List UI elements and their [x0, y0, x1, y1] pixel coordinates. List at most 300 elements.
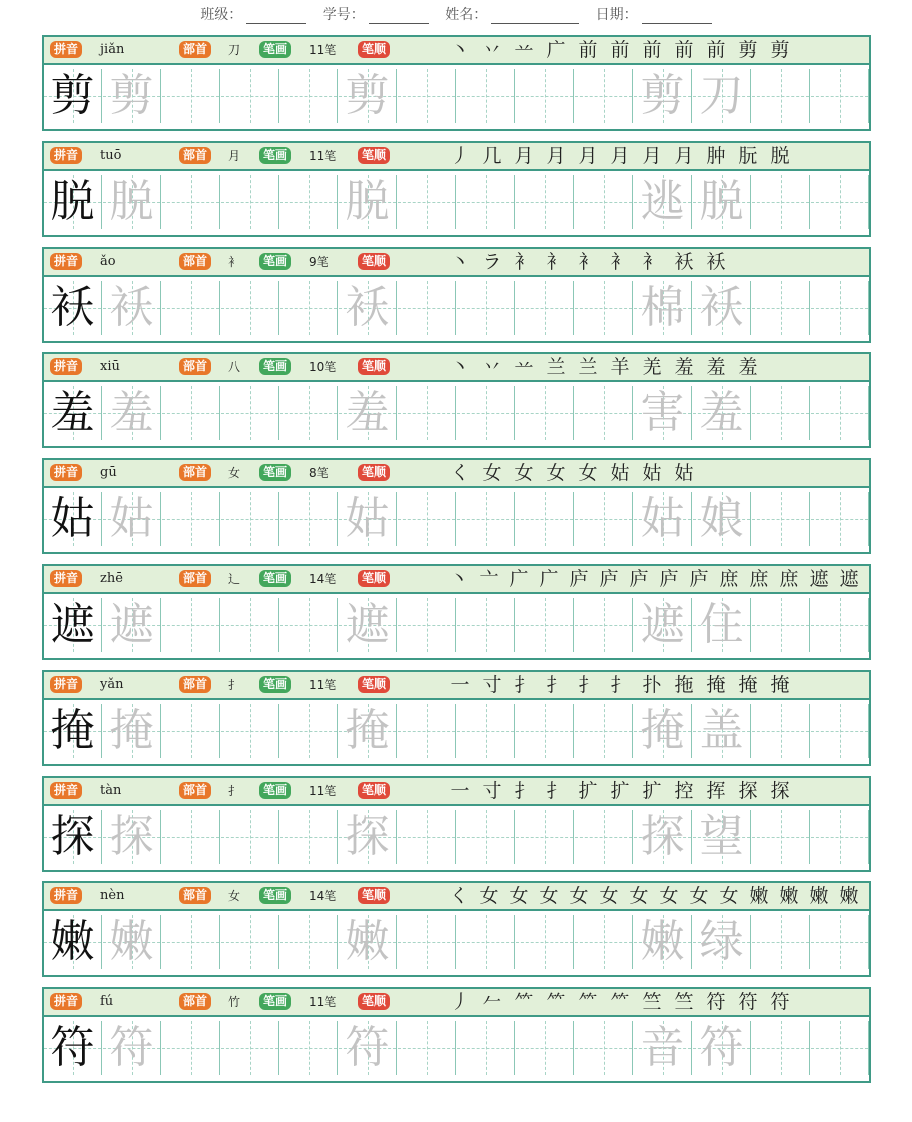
- stroke-step: 脱: [770, 144, 790, 167]
- trace-character: [162, 810, 219, 864]
- writing-cell[interactable]: [752, 704, 810, 758]
- trace-character: [221, 598, 278, 652]
- writing-cell[interactable]: [280, 386, 338, 440]
- radical-badge: 部首: [179, 464, 211, 481]
- stroke-step: 月: [546, 144, 566, 167]
- writing-cell[interactable]: [693, 386, 751, 440]
- trace-character: 剪: [345, 70, 390, 121]
- writing-cell[interactable]: [398, 810, 456, 864]
- writing-cell[interactable]: [221, 281, 279, 335]
- writing-cell[interactable]: [634, 704, 692, 758]
- writing-cell[interactable]: [398, 704, 456, 758]
- writing-cell[interactable]: [811, 810, 869, 864]
- writing-cell[interactable]: [634, 1021, 692, 1075]
- stroke-step: 庶: [719, 568, 739, 590]
- writing-cell[interactable]: [811, 69, 869, 123]
- trace-character: [811, 386, 868, 440]
- writing-cell[interactable]: [398, 598, 456, 652]
- writing-cell[interactable]: [457, 281, 515, 335]
- writing-cell[interactable]: [575, 69, 633, 123]
- class-label: 班级：: [200, 7, 243, 23]
- writing-cell[interactable]: [103, 598, 161, 652]
- writing-cell[interactable]: [339, 492, 397, 546]
- stroke-order: [444, 884, 864, 908]
- writing-cell[interactable]: [575, 281, 633, 335]
- writing-cell[interactable]: [575, 386, 633, 440]
- stroke-step: ⺮: [610, 991, 630, 1014]
- trace-character: [457, 281, 514, 335]
- trace-character: [811, 704, 868, 758]
- character-entry: [42, 987, 871, 1083]
- trace-character: 羞: [109, 387, 154, 439]
- trace-character: [457, 704, 514, 758]
- writing-cell[interactable]: [693, 281, 751, 335]
- trace-character: [162, 281, 219, 335]
- stroke-step: 袄: [674, 250, 694, 273]
- radical-text: 女: [228, 889, 241, 904]
- writing-cell[interactable]: [162, 386, 220, 440]
- writing-cell[interactable]: [221, 704, 279, 758]
- writing-cell[interactable]: [457, 1021, 515, 1075]
- writing-cell[interactable]: [221, 1021, 279, 1075]
- writing-cell[interactable]: [162, 175, 220, 229]
- writing-cell[interactable]: [693, 810, 751, 864]
- trace-character: [398, 492, 455, 546]
- strokes-text: 9笔: [309, 254, 329, 269]
- trace-character: 袄: [109, 281, 154, 333]
- writing-cell[interactable]: [103, 386, 161, 440]
- writing-cell[interactable]: [693, 704, 751, 758]
- writing-cell[interactable]: [221, 598, 279, 652]
- pinyin-badge: 拼音: [50, 676, 82, 693]
- trace-character: 嫩: [345, 916, 390, 968]
- writing-cell[interactable]: [221, 386, 279, 440]
- writing-grid: [44, 65, 869, 131]
- order-badge: 笔顺: [358, 147, 390, 164]
- stroke-step: 前: [706, 39, 726, 61]
- writing-cell[interactable]: [44, 598, 102, 652]
- stroke-step: 兰: [546, 356, 566, 379]
- trace-character: [752, 915, 809, 969]
- trace-character: [398, 281, 455, 335]
- stroke-step: 女: [629, 885, 649, 908]
- trace-character: [280, 69, 337, 123]
- trace-character: 刀: [699, 70, 744, 121]
- writing-cell[interactable]: [811, 281, 869, 335]
- stroke-step: 广: [546, 39, 566, 61]
- writing-cell[interactable]: [398, 69, 456, 123]
- stroke-step: 掩: [738, 673, 758, 696]
- writing-cell[interactable]: [811, 175, 869, 229]
- writing-cell[interactable]: [693, 915, 751, 969]
- trace-character: 掩: [345, 704, 390, 756]
- entry-info-bar: [44, 460, 869, 488]
- writing-cell[interactable]: [575, 175, 633, 229]
- writing-cell[interactable]: [575, 915, 633, 969]
- stroke-step: 丶: [450, 39, 470, 61]
- trace-character: [221, 915, 278, 969]
- writing-cell[interactable]: [103, 492, 161, 546]
- writing-cell[interactable]: [162, 915, 220, 969]
- writing-cell[interactable]: [516, 175, 574, 229]
- order-badge: 笔顺: [358, 887, 390, 904]
- writing-cell[interactable]: [280, 175, 338, 229]
- writing-cell[interactable]: [280, 598, 338, 652]
- writing-cell[interactable]: [162, 492, 220, 546]
- trace-character: [221, 810, 278, 864]
- trace-character: [575, 69, 632, 123]
- writing-cell[interactable]: [398, 175, 456, 229]
- trace-character: [575, 810, 632, 864]
- student-id-field[interactable]: [369, 11, 429, 24]
- model-character: 探: [50, 810, 95, 862]
- writing-cell[interactable]: [162, 598, 220, 652]
- writing-cell[interactable]: [44, 810, 102, 864]
- strokes-text: 14笔: [309, 889, 337, 904]
- stroke-step: ラ: [482, 250, 502, 273]
- stroke-step: 庐: [569, 568, 589, 590]
- stroke-step: 䒑: [514, 356, 534, 379]
- writing-cell[interactable]: [457, 810, 515, 864]
- radical-badge: 部首: [179, 887, 211, 904]
- trace-character: [575, 175, 632, 229]
- trace-character: 害: [640, 387, 685, 439]
- writing-cell[interactable]: [516, 281, 574, 335]
- trace-character: [398, 915, 455, 969]
- date-label: 日期：: [595, 7, 638, 23]
- pinyin-badge: 拼音: [50, 358, 82, 375]
- stroke-step: 嫩: [779, 885, 799, 908]
- strokes-badge: 笔画: [259, 253, 291, 270]
- stroke-step: 女: [539, 885, 559, 908]
- radical-text: 刀: [228, 43, 241, 57]
- stroke-step: 扌: [610, 673, 630, 696]
- writing-cell[interactable]: [162, 704, 220, 758]
- trace-character: [221, 704, 278, 758]
- trace-character: [398, 704, 455, 758]
- trace-character: [280, 598, 337, 652]
- stroke-step: 丶: [450, 356, 470, 379]
- stroke-step: ⺮: [578, 991, 598, 1014]
- stroke-step: 寸: [482, 779, 502, 802]
- writing-cell[interactable]: [280, 915, 338, 969]
- writing-cell[interactable]: [44, 175, 102, 229]
- writing-cell[interactable]: [339, 386, 397, 440]
- writing-cell[interactable]: [634, 386, 692, 440]
- writing-cell[interactable]: [457, 69, 515, 123]
- trace-character: 探: [109, 810, 154, 862]
- writing-cell[interactable]: [516, 704, 574, 758]
- writing-cell[interactable]: [103, 704, 161, 758]
- writing-cell[interactable]: [575, 704, 633, 758]
- writing-cell[interactable]: [221, 175, 279, 229]
- pinyin-badge: 拼音: [50, 887, 82, 904]
- order-badge: 笔顺: [358, 993, 390, 1010]
- trace-character: 盖: [699, 704, 744, 756]
- stroke-step: 庶: [779, 568, 799, 590]
- writing-cell[interactable]: [44, 915, 102, 969]
- character-entry: [42, 35, 871, 131]
- writing-cell[interactable]: [339, 915, 397, 969]
- strokes-badge: 笔画: [259, 41, 291, 58]
- writing-cell[interactable]: [634, 69, 692, 123]
- writing-grid: [44, 382, 869, 448]
- writing-cell[interactable]: [516, 69, 574, 123]
- writing-cell[interactable]: [811, 915, 869, 969]
- entry-info-bar: [44, 37, 869, 65]
- stroke-order: [444, 250, 732, 274]
- entry-info-bar: [44, 249, 869, 277]
- writing-cell[interactable]: [103, 69, 161, 123]
- stroke-step: 控: [674, 779, 694, 802]
- stroke-step: 遮: [839, 568, 859, 590]
- stroke-step: 拖: [674, 673, 694, 696]
- stroke-step: 扑: [642, 673, 662, 696]
- pinyin-text: ǎo: [100, 253, 116, 269]
- writing-cell[interactable]: [44, 386, 102, 440]
- writing-cell[interactable]: [516, 598, 574, 652]
- writing-cell[interactable]: [44, 704, 102, 758]
- writing-cell[interactable]: [752, 281, 810, 335]
- writing-cell[interactable]: [339, 1021, 397, 1075]
- writing-cell[interactable]: [103, 175, 161, 229]
- writing-cell[interactable]: [457, 704, 515, 758]
- writing-cell[interactable]: [280, 1021, 338, 1075]
- writing-cell[interactable]: [693, 492, 751, 546]
- writing-cell[interactable]: [398, 386, 456, 440]
- writing-cell[interactable]: [162, 69, 220, 123]
- writing-cell[interactable]: [162, 810, 220, 864]
- writing-cell[interactable]: [398, 1021, 456, 1075]
- strokes-badge: 笔画: [259, 464, 291, 481]
- trace-character: 羞: [345, 387, 390, 439]
- stroke-step: 丷: [482, 356, 502, 379]
- writing-cell[interactable]: [752, 1021, 810, 1075]
- writing-cell[interactable]: [811, 1021, 869, 1075]
- writing-cell[interactable]: [752, 69, 810, 123]
- stroke-step: 竺: [642, 991, 662, 1014]
- writing-cell[interactable]: [811, 492, 869, 546]
- writing-cell[interactable]: [339, 704, 397, 758]
- writing-grid: [44, 594, 869, 660]
- name-label: 姓名：: [445, 7, 488, 23]
- character-entry: [42, 670, 871, 766]
- writing-cell[interactable]: [457, 915, 515, 969]
- stroke-step: 前: [642, 39, 662, 61]
- writing-cell[interactable]: [575, 810, 633, 864]
- trace-character: [162, 598, 219, 652]
- writing-cell[interactable]: [516, 492, 574, 546]
- stroke-step: 亠: [479, 568, 499, 590]
- writing-cell[interactable]: [516, 915, 574, 969]
- stroke-step: 前: [674, 39, 694, 61]
- writing-cell[interactable]: [280, 69, 338, 123]
- trace-character: [575, 281, 632, 335]
- stroke-order: [444, 567, 864, 591]
- writing-cell[interactable]: [457, 386, 515, 440]
- stroke-step: 女: [569, 885, 589, 908]
- strokes-text: 11笔: [309, 995, 337, 1010]
- writing-cell[interactable]: [693, 1021, 751, 1075]
- writing-cell[interactable]: [280, 281, 338, 335]
- writing-cell[interactable]: [221, 915, 279, 969]
- writing-cell[interactable]: [221, 492, 279, 546]
- writing-cell[interactable]: [280, 810, 338, 864]
- writing-cell[interactable]: [44, 492, 102, 546]
- writing-cell[interactable]: [221, 810, 279, 864]
- trace-character: [221, 386, 278, 440]
- writing-cell[interactable]: [752, 175, 810, 229]
- writing-cell[interactable]: [103, 810, 161, 864]
- pinyin-text: nèn: [100, 888, 125, 904]
- writing-cell[interactable]: [575, 492, 633, 546]
- writing-cell[interactable]: [811, 704, 869, 758]
- writing-cell[interactable]: [457, 598, 515, 652]
- writing-cell[interactable]: [811, 386, 869, 440]
- trace-character: [811, 492, 868, 546]
- radical-text: 八: [228, 360, 241, 375]
- writing-cell[interactable]: [516, 810, 574, 864]
- writing-cell[interactable]: [398, 492, 456, 546]
- trace-character: 剪: [640, 70, 685, 121]
- radical-badge: 部首: [179, 782, 211, 799]
- worksheet-header: [0, 4, 912, 24]
- trace-character: [457, 492, 514, 546]
- stroke-step: 符: [706, 991, 726, 1014]
- writing-cell[interactable]: [280, 704, 338, 758]
- trace-character: 娘: [699, 493, 744, 545]
- trace-character: [457, 386, 514, 440]
- writing-cell[interactable]: [162, 1021, 220, 1075]
- stroke-order: [444, 38, 796, 62]
- writing-cell[interactable]: [634, 598, 692, 652]
- writing-cell[interactable]: [44, 1021, 102, 1075]
- writing-cell[interactable]: [634, 281, 692, 335]
- writing-grid: [44, 277, 869, 343]
- writing-cell[interactable]: [339, 175, 397, 229]
- writing-cell[interactable]: [339, 810, 397, 864]
- trace-character: [516, 915, 573, 969]
- model-character: 姑: [50, 493, 95, 545]
- pinyin-badge: 拼音: [50, 782, 82, 799]
- writing-grid: [44, 911, 869, 977]
- stroke-step: 女: [659, 885, 679, 908]
- model-character: 掩: [50, 704, 95, 756]
- stroke-step: く: [449, 885, 469, 908]
- strokes-badge: 笔画: [259, 782, 291, 799]
- writing-cell[interactable]: [811, 598, 869, 652]
- writing-cell[interactable]: [457, 492, 515, 546]
- trace-character: 掩: [109, 704, 154, 756]
- stroke-step: 前: [578, 39, 598, 61]
- order-badge: 笔顺: [358, 358, 390, 375]
- writing-cell[interactable]: [575, 598, 633, 652]
- trace-character: [280, 175, 337, 229]
- writing-cell[interactable]: [339, 598, 397, 652]
- stroke-step: 寸: [482, 673, 502, 696]
- writing-cell[interactable]: [162, 281, 220, 335]
- writing-cell[interactable]: [103, 281, 161, 335]
- trace-character: [516, 598, 573, 652]
- entry-info-bar: [44, 143, 869, 171]
- trace-character: [516, 1021, 573, 1075]
- writing-cell[interactable]: [693, 69, 751, 123]
- trace-character: [811, 175, 868, 229]
- writing-cell[interactable]: [634, 175, 692, 229]
- writing-cell[interactable]: [693, 175, 751, 229]
- stroke-step: 丶: [450, 250, 470, 273]
- writing-cell[interactable]: [752, 386, 810, 440]
- writing-cell[interactable]: [398, 915, 456, 969]
- class-field[interactable]: [246, 11, 306, 24]
- model-character: 嫩: [50, 916, 95, 968]
- trace-character: [811, 1021, 868, 1075]
- stroke-step: 符: [738, 991, 758, 1014]
- writing-cell[interactable]: [398, 281, 456, 335]
- strokes-text: 11笔: [309, 783, 337, 798]
- stroke-step: 庶: [749, 568, 769, 590]
- trace-character: 袄: [699, 281, 744, 333]
- trace-character: 剪: [109, 70, 154, 121]
- stroke-step: 丿: [450, 991, 470, 1014]
- trace-character: [575, 1021, 632, 1075]
- writing-cell[interactable]: [752, 492, 810, 546]
- stroke-step: 月: [674, 144, 694, 167]
- trace-character: [752, 704, 809, 758]
- trace-character: [811, 598, 868, 652]
- writing-cell[interactable]: [103, 1021, 161, 1075]
- writing-cell[interactable]: [221, 69, 279, 123]
- trace-character: 掩: [640, 704, 685, 756]
- writing-cell[interactable]: [634, 915, 692, 969]
- writing-cell[interactable]: [752, 810, 810, 864]
- trace-character: [811, 281, 868, 335]
- writing-cell[interactable]: [103, 915, 161, 969]
- writing-cell[interactable]: [44, 69, 102, 123]
- name-field[interactable]: [491, 11, 579, 24]
- writing-cell[interactable]: [752, 915, 810, 969]
- trace-character: [457, 598, 514, 652]
- writing-cell[interactable]: [693, 598, 751, 652]
- writing-cell[interactable]: [516, 386, 574, 440]
- trace-character: [280, 281, 337, 335]
- stroke-step: 一: [450, 779, 470, 802]
- stroke-order: [444, 461, 700, 485]
- writing-cell[interactable]: [634, 810, 692, 864]
- writing-cell[interactable]: [339, 281, 397, 335]
- stroke-step: 羌: [642, 356, 662, 379]
- writing-cell[interactable]: [339, 69, 397, 123]
- writing-cell[interactable]: [575, 1021, 633, 1075]
- strokes-badge: 笔画: [259, 358, 291, 375]
- stroke-step: 女: [509, 885, 529, 908]
- trace-character: 嫩: [109, 916, 154, 968]
- writing-cell[interactable]: [634, 492, 692, 546]
- writing-cell[interactable]: [752, 598, 810, 652]
- pinyin-badge: 拼音: [50, 570, 82, 587]
- trace-character: [280, 810, 337, 864]
- strokes-text: 10笔: [309, 360, 337, 375]
- writing-cell[interactable]: [280, 492, 338, 546]
- stroke-step: 竺: [674, 991, 694, 1014]
- character-entry: [42, 881, 871, 977]
- writing-cell[interactable]: [516, 1021, 574, 1075]
- writing-cell[interactable]: [44, 281, 102, 335]
- date-field[interactable]: [642, 11, 712, 24]
- trace-character: 脱: [345, 175, 390, 227]
- character-entry: [42, 564, 871, 660]
- writing-cell[interactable]: [457, 175, 515, 229]
